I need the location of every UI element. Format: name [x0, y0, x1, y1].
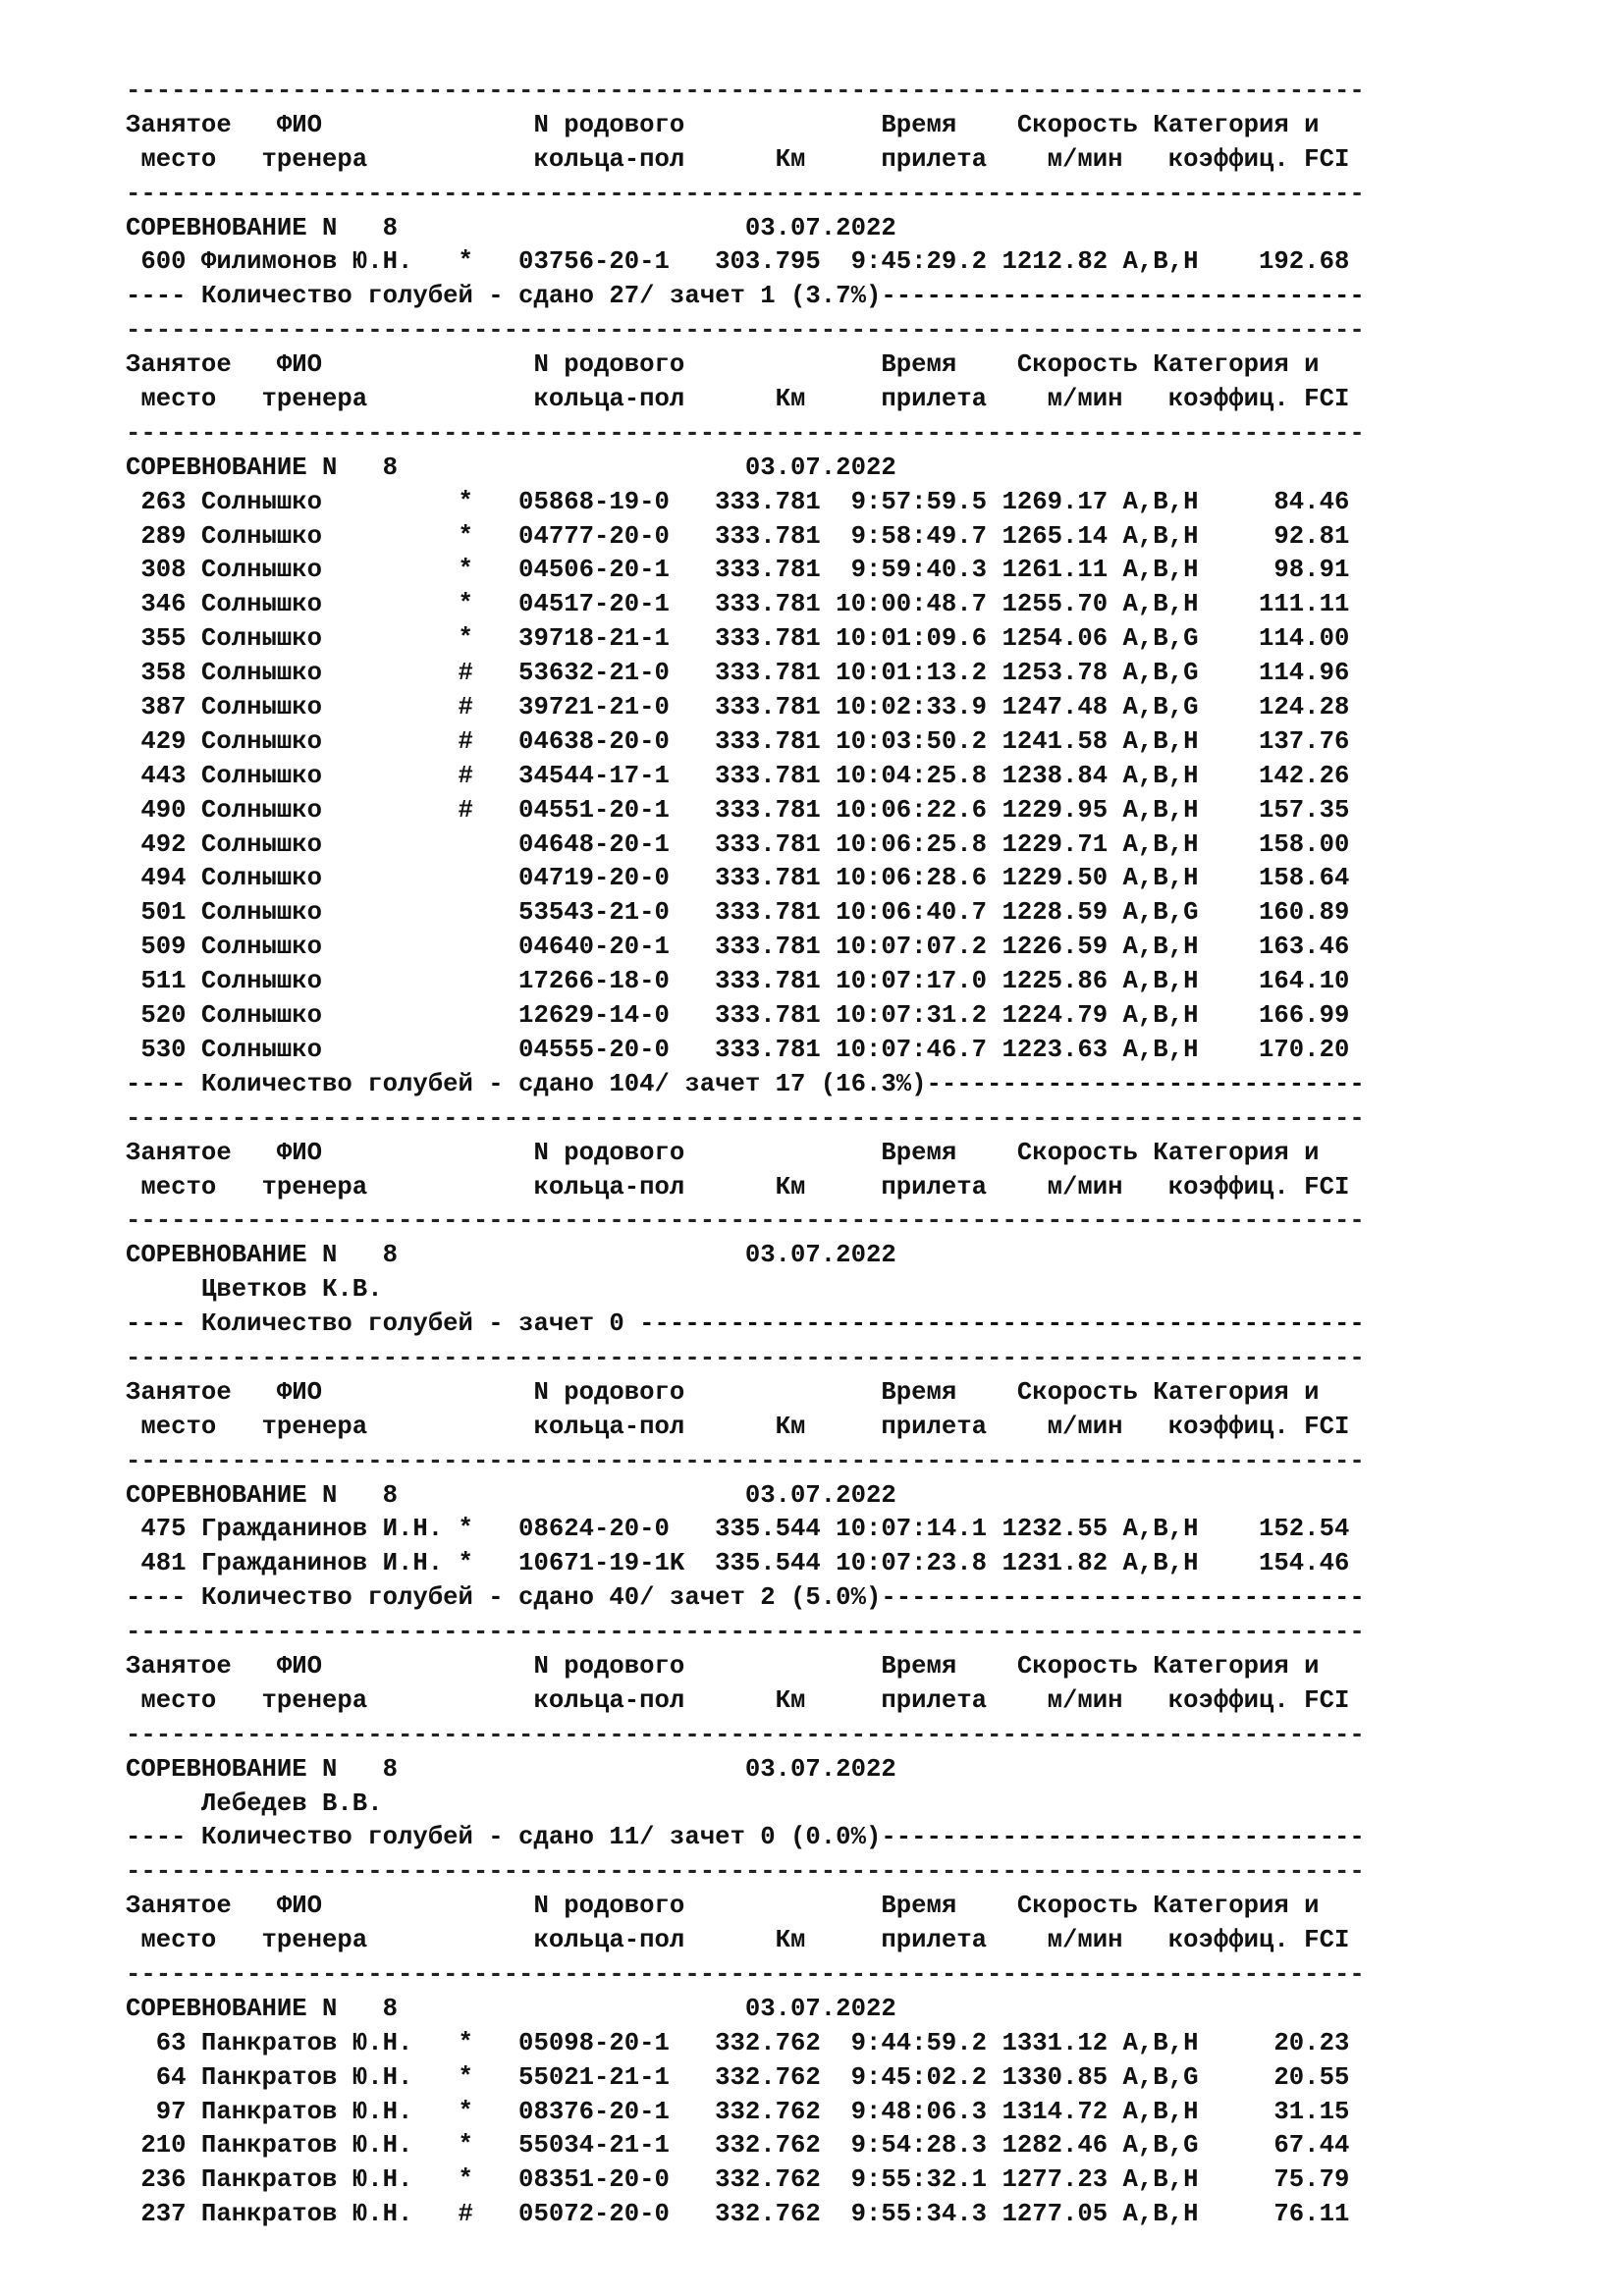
column-header-line-2: место тренера кольца-пол Км прилета м/мин коэффиц. FCI: [126, 1685, 1350, 1715]
separator-line: ----------------------------------------------------------------------------------: [126, 77, 1365, 105]
column-header-line-1: Занятое ФИО N родового Время Скорость Категория и: [126, 350, 1320, 380]
column-header-line-2: место тренера кольца-пол Км прилета м/мин коэффиц. FCI: [126, 1926, 1350, 1955]
result-row: 236 Панкратов Ю.Н. * 08351-20-0 332.762 9:55:32.1 1277.23 A,B,H 75.79: [126, 2165, 1350, 2195]
separator-line: ----------------------------------------------------------------------------------: [126, 1857, 1365, 1887]
competition-line: СОРЕВНОВАНИЕ N 8 03.07.2022: [126, 213, 896, 242]
result-row: 520 Солнышко 12629-14-0 333.781 10:07:31.2 1224.79 A,B,H 166.99: [126, 1001, 1350, 1031]
competition-line: СОРЕВНОВАНИЕ N 8 03.07.2022: [126, 1241, 896, 1270]
summary-line: ---- Количество голубей - сдано 40/ зачет 2 (5.0%)--------------------------------: [126, 1583, 1365, 1613]
result-row: 509 Солнышко 04640-20-1 333.781 10:07:07.2 1226.59 A,B,H 163.46: [126, 933, 1350, 962]
result-row: 490 Солнышко # 04551-20-1 333.781 10:06:22.6 1229.95 A,B,H 157.35: [126, 795, 1350, 825]
separator-line: ----------------------------------------------------------------------------------: [126, 1343, 1365, 1372]
result-row: 443 Солнышко # 34544-17-1 333.781 10:04:25.8 1238.84 A,B,H 142.26: [126, 761, 1350, 790]
result-row: Лебедев В.В.: [126, 1789, 383, 1818]
separator-line: ----------------------------------------------------------------------------------: [126, 1206, 1365, 1236]
competition-line: СОРЕВНОВАНИЕ N 8 03.07.2022: [126, 1754, 896, 1784]
column-header-line-1: Занятое ФИО N родового Время Скорость Категория и: [126, 1377, 1320, 1407]
separator-line: ----------------------------------------------------------------------------------: [126, 1446, 1365, 1475]
column-header-line-2: место тренера кольца-пол Км прилета м/мин коэффиц. FCI: [126, 144, 1350, 174]
result-row: 494 Солнышко 04719-20-0 333.781 10:06:28.6 1229.50 A,B,H 158.64: [126, 864, 1350, 893]
separator-line: ----------------------------------------------------------------------------------: [126, 179, 1365, 208]
summary-line: ---- Количество голубей - сдано 27/ зачет 1 (3.7%)--------------------------------: [126, 282, 1365, 311]
result-row: 481 Гражданинов И.Н. * 10671-19-1K 335.544 10:07:23.8 1231.82 A,B,H 154.46: [126, 1549, 1350, 1578]
summary-line: ---- Количество голубей - сдано 104/ зачет 17 (16.3%)-----------------------------: [126, 1069, 1365, 1098]
result-row: 289 Солнышко * 04777-20-0 333.781 9:58:49.7 1265.14 A,B,H 92.81: [126, 521, 1350, 551]
result-row: 210 Панкратов Ю.Н. * 55034-21-1 332.762 9:54:28.3 1282.46 A,B,G 67.44: [126, 2131, 1350, 2161]
result-row: 63 Панкратов Ю.Н. * 05098-20-1 332.762 9:44:59.2 1331.12 A,B,H 20.23: [126, 2028, 1350, 2057]
result-row: 429 Солнышко # 04638-20-0 333.781 10:03:50.2 1241.58 A,B,H 137.76: [126, 726, 1350, 756]
summary-line: ---- Количество голубей - зачет 0 ------------------------------------------------: [126, 1309, 1365, 1339]
column-header-line-2: место тренера кольца-пол Км прилета м/мин коэффиц. FCI: [126, 385, 1350, 414]
separator-line: ----------------------------------------------------------------------------------: [126, 1618, 1365, 1647]
result-row: 355 Солнышко * 39718-21-1 333.781 10:01:09.6 1254.06 A,B,G 114.00: [126, 624, 1350, 654]
result-row: 511 Солнышко 17266-18-0 333.781 10:07:17.0 1225.86 A,B,H 164.10: [126, 967, 1350, 996]
competition-line: СОРЕВНОВАНИЕ N 8 03.07.2022: [126, 1480, 896, 1510]
result-row: 237 Панкратов Ю.Н. # 05072-20-0 332.762 9:55:34.3 1277.05 A,B,H 76.11: [126, 2200, 1350, 2229]
separator-line: ----------------------------------------------------------------------------------: [126, 316, 1365, 346]
result-row: 346 Солнышко * 04517-20-1 333.781 10:00:48.7 1255.70 A,B,H 111.11: [126, 590, 1350, 619]
result-row: 308 Солнышко * 04506-20-1 333.781 9:59:40.3 1261.11 A,B,H 98.91: [126, 556, 1350, 585]
result-row: 387 Солнышко # 39721-21-0 333.781 10:02:33.9 1247.48 A,B,G 124.28: [126, 693, 1350, 722]
result-row: 97 Панкратов Ю.Н. * 08376-20-1 332.762 9:48:06.3 1314.72 A,B,H 31.15: [126, 2097, 1350, 2126]
result-row: Цветков К.В.: [126, 1275, 383, 1305]
result-row: 64 Панкратов Ю.Н. * 55021-21-1 332.762 9:45:02.2 1330.85 A,B,G 20.55: [126, 2062, 1350, 2092]
separator-line: ----------------------------------------------------------------------------------: [126, 1720, 1365, 1749]
separator-line: ----------------------------------------------------------------------------------: [126, 1103, 1365, 1133]
column-header-line-1: Занятое ФИО N родового Время Скорость Категория и: [126, 1138, 1320, 1167]
column-header-line-1: Занятое ФИО N родового Время Скорость Категория и: [126, 1892, 1320, 1921]
race-results-document: [126, 75, 1365, 2232]
result-row: 501 Солнышко 53543-21-0 333.781 10:06:40.7 1228.59 A,B,G 160.89: [126, 898, 1350, 928]
competition-line: СОРЕВНОВАНИЕ N 8 03.07.2022: [126, 453, 896, 482]
result-row: 600 Филимонов Ю.Н. * 03756-20-1 303.795 9:45:29.2 1212.82 A,B,H 192.68: [126, 247, 1350, 277]
separator-line: ----------------------------------------------------------------------------------: [126, 418, 1365, 448]
result-row: 530 Солнышко 04555-20-0 333.781 10:07:46.7 1223.63 A,B,H 170.20: [126, 1035, 1350, 1064]
column-header-line-2: место тренера кольца-пол Км прилета м/мин коэффиц. FCI: [126, 1412, 1350, 1441]
column-header-line-2: место тренера кольца-пол Км прилета м/мин коэффиц. FCI: [126, 1172, 1350, 1201]
result-row: 263 Солнышко * 05868-19-0 333.781 9:57:59.5 1269.17 A,B,H 84.46: [126, 487, 1350, 516]
result-row: 358 Солнышко # 53632-21-0 333.781 10:01:13.2 1253.78 A,B,G 114.96: [126, 659, 1350, 688]
summary-line: ---- Количество голубей - сдано 11/ зачет 0 (0.0%)--------------------------------: [126, 1823, 1365, 1852]
result-row: 492 Солнышко 04648-20-1 333.781 10:06:25.8 1229.71 A,B,H 158.00: [126, 829, 1350, 859]
competition-line: СОРЕВНОВАНИЕ N 8 03.07.2022: [126, 1994, 896, 2023]
separator-line: ----------------------------------------------------------------------------------: [126, 1959, 1365, 1989]
column-header-line-1: Занятое ФИО N родового Время Скорость Категория и: [126, 1651, 1320, 1681]
column-header-line-1: Занятое ФИО N родового Время Скорость Категория и: [126, 110, 1320, 139]
result-row: 475 Гражданинов И.Н. * 08624-20-0 335.544 10:07:14.1 1232.55 A,B,H 152.54: [126, 1515, 1350, 1544]
